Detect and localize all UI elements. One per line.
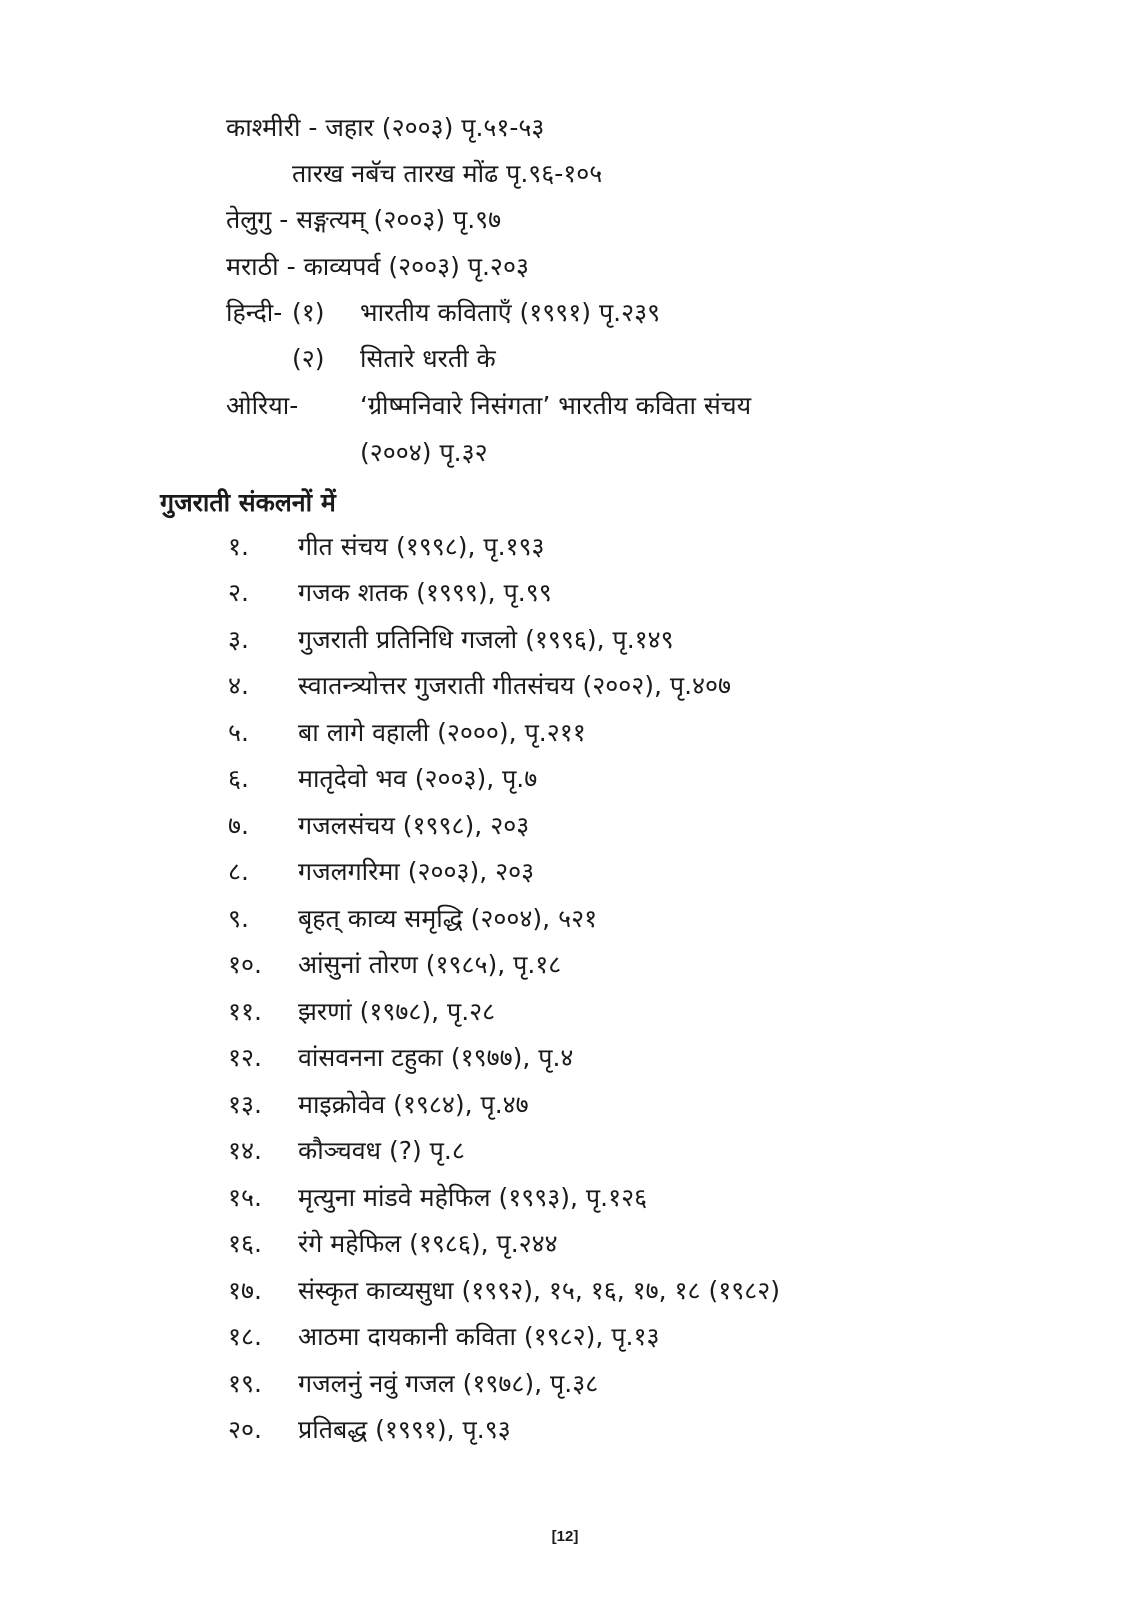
list-item: माइक्रोवेव (१९८४), पृ.४७ [298,1090,529,1119]
list-item: झरणां (१९७८), पृ.२८ [298,997,496,1026]
list-item-number: १९. [228,1369,262,1398]
list-item: बृहत् काव्य समृद्धि (२००४), ५२१ [298,904,598,933]
list-item: प्रतिबद्ध (१९९१), पृ.९३ [298,1415,511,1444]
list-item-number: ६. [228,764,249,793]
list-item: संस्कृत काव्यसुधा (१९९२), १५, १६, १७, १८ (१९८२) [298,1276,780,1305]
list-item-number: ५. [228,718,249,747]
page-number: [12] [551,1528,579,1545]
list-item-number: ४. [228,671,249,700]
list-item: गजलगरिमा (२००३), २०३ [298,857,535,886]
list-item-number: १७. [228,1276,262,1305]
list-item-number: १४. [228,1136,262,1165]
list-item: बा लागे वहाली (२०००), पृ.२११ [298,718,586,747]
list-item: स्वातन्त्र्योत्तर गुजराती गीतसंचय (२००२), पृ.४०७ [298,671,732,700]
list-item: गजलसंचय (१९९८), २०३ [298,811,530,840]
list-item-number: १६. [228,1229,262,1258]
list-item: गजक शतक (१९९९), पृ.९९ [298,578,552,607]
list-item: रंगे महेफिल (१९८६), पृ.२४४ [298,1229,558,1258]
oriya-label: ओरिया- [226,391,299,420]
list-item: आठमा दायकानी कविता (१९८२), पृ.१३ [298,1322,660,1351]
hindi-item-number-2: (२) [292,344,325,373]
hindi-item-1: भारतीय कविताएँ (१९९१) पृ.२३९ [360,298,661,327]
list-item: मृत्युना मांडवे महेफिल (१९९३), पृ.१२६ [298,1183,648,1212]
oriya-entry: ‘ग्रीष्मनिवारे निसंगता’ भारतीय कविता संचय [360,391,752,420]
list-item: वांसवनना टहुका (१९७७), पृ.४ [298,1043,574,1072]
list-item: मातृदेवो भव (२००३), पृ.७ [298,764,538,793]
list-item-number: १५. [228,1183,262,1212]
list-item-number: २. [228,578,249,607]
hindi-item-2: सितारे धरती के [360,344,496,373]
list-item-number: १८. [228,1322,262,1351]
list-item-number: १. [228,532,249,561]
list-item-number: १२. [228,1043,262,1072]
list-item: आंसुनां तोरण (१९८५), पृ.१८ [298,950,562,979]
hindi-item-number-1: (१) [292,298,325,327]
list-item: गजलनुं नवुं गजल (१९७८), पृ.३८ [298,1369,599,1398]
section-heading-gujarati: गुजराती संकलनों में [160,488,336,517]
list-item-number: ७. [228,811,249,840]
marathi-entry: मराठी - काव्यपर्व (२००३) पृ.२०३ [226,252,529,281]
list-item-number: १३. [228,1090,262,1119]
list-item-number: २०. [228,1415,262,1444]
list-item: गुजराती प्रतिनिधि गजलो (१९९६), पृ.१४९ [298,625,674,654]
list-item: कौञ्चवध (?) पृ.८ [298,1136,465,1165]
kashmiri-entry-continued: तारख नबॅच तारख मोंढ पृ.९६-१०५ [292,159,603,188]
kashmiri-entry: काश्मीरी - जहार (२००३) पृ.५१-५३ [226,113,545,142]
list-item-number: १०. [228,950,262,979]
list-item: गीत संचय (१९९८), पृ.१९३ [298,532,545,561]
list-item-number: ११. [228,997,262,1026]
telugu-entry: तेलुगु - सङ्गत्यम् (२००३) पृ.९७ [226,205,502,234]
list-item-number: ३. [228,625,249,654]
hindi-label: हिन्दी- [226,298,283,327]
list-item-number: ८. [228,857,249,886]
oriya-entry-continued: (२००४) पृ.३२ [360,438,488,467]
list-item-number: ९. [228,904,249,933]
